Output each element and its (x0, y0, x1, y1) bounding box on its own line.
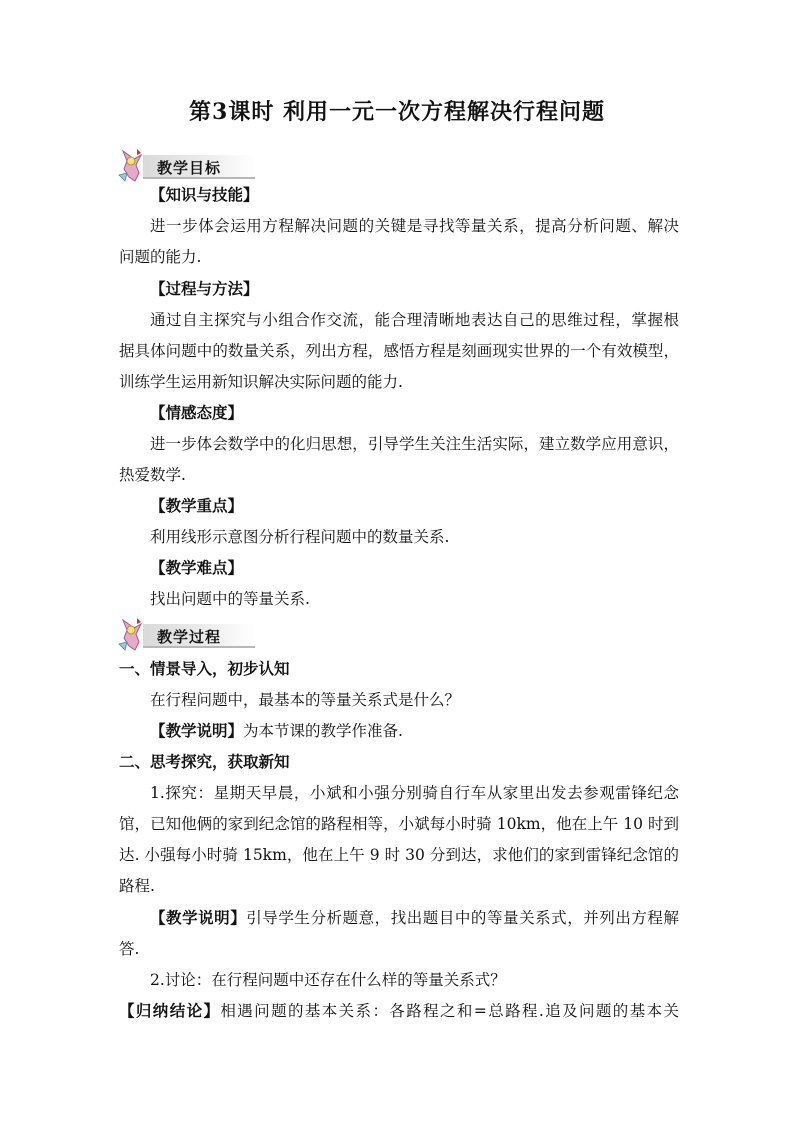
paragraph-line: 训练学生运用新知识解决实际问题的能力. (119, 373, 403, 391)
heading-knowledge: 【知识与技能】 (150, 185, 259, 204)
heading-key-point: 【教学重点】 (150, 496, 244, 515)
note-text: 为本节课的教学作准备. (243, 722, 403, 740)
paragraph-line: 进一步体会数学中的化归思想，引导学生关注生活实际，建立数学应用意识， (150, 435, 679, 453)
paragraph-line: 利用线形示意图分析行程问题中的数量关系. (150, 528, 450, 546)
conclusion-text: 相遇问题的基本关系：各路程之和=总路程.追及问题的基本关 (220, 1002, 679, 1020)
paragraph-line: 问题的能力. (119, 248, 202, 266)
note-text: 引导学生分析题意，找出题目中的等量关系式，并列出方程解 (246, 909, 679, 927)
section-label: 教学过程 (157, 628, 222, 646)
page-title: 第3课时 利用一元一次方程解决行程问题 (189, 99, 605, 125)
paragraph-line: 进一步体会运用方程解决问题的关键是寻找等量关系，提高分析问题、解决 (150, 217, 679, 235)
section-label: 教学目标 (157, 159, 222, 177)
paragraph-line: 找出问题中的等量关系. (150, 590, 310, 608)
heading-step-2: 二、思考探究，获取新知 (119, 752, 290, 771)
paragraph-line: 答. (119, 940, 140, 958)
section-banner-goals (117, 147, 267, 183)
paragraph-line: 2.讨论：在行程问题中还存在什么样的等量关系式？ (150, 971, 506, 989)
paragraph-line: 通过自主探究与小组合作交流，能合理清晰地表达自己的思维过程，掌握根 (150, 311, 679, 329)
note-label: 【教学说明】 (150, 721, 244, 740)
teaching-note (150, 906, 679, 928)
paragraph-line: 据具体问题中的数量关系，列出方程，感悟方程是刻画现实世界的一个有效模型， (119, 342, 679, 360)
paragraph-line: 达. 小强每小时骑 15km，他在上午 9 时 30 分到达，求他们的家到雷锋纪念馆的 (119, 846, 679, 864)
heading-process-method: 【过程与方法】 (150, 279, 259, 298)
paragraph-line: 馆，已知他俩的家到纪念馆的路程相等，小斌每小时骑 10km，他在上午 10 时到 (119, 815, 679, 833)
paragraph-line: 1.探究：星期天早晨，小斌和小强分别骑自行车从家里出发去参观雷锋纪念 (150, 784, 679, 802)
section-banner-process (117, 616, 267, 652)
heading-attitude: 【情感态度】 (150, 403, 244, 422)
conclusion-note (119, 999, 679, 1021)
heading-step-1: 一、情景导入，初步认知 (119, 659, 290, 678)
paragraph-line: 热爱数学. (119, 466, 186, 484)
conclusion-label: 【归纳结论】 (119, 1001, 221, 1020)
paragraph-line: 在行程问题中，最基本的等量关系式是什么？ (150, 691, 461, 709)
heading-difficulty: 【教学难点】 (150, 558, 244, 577)
paragraph-line: 路程. (119, 877, 155, 895)
teaching-note (150, 719, 679, 741)
note-label: 【教学说明】 (150, 908, 247, 927)
